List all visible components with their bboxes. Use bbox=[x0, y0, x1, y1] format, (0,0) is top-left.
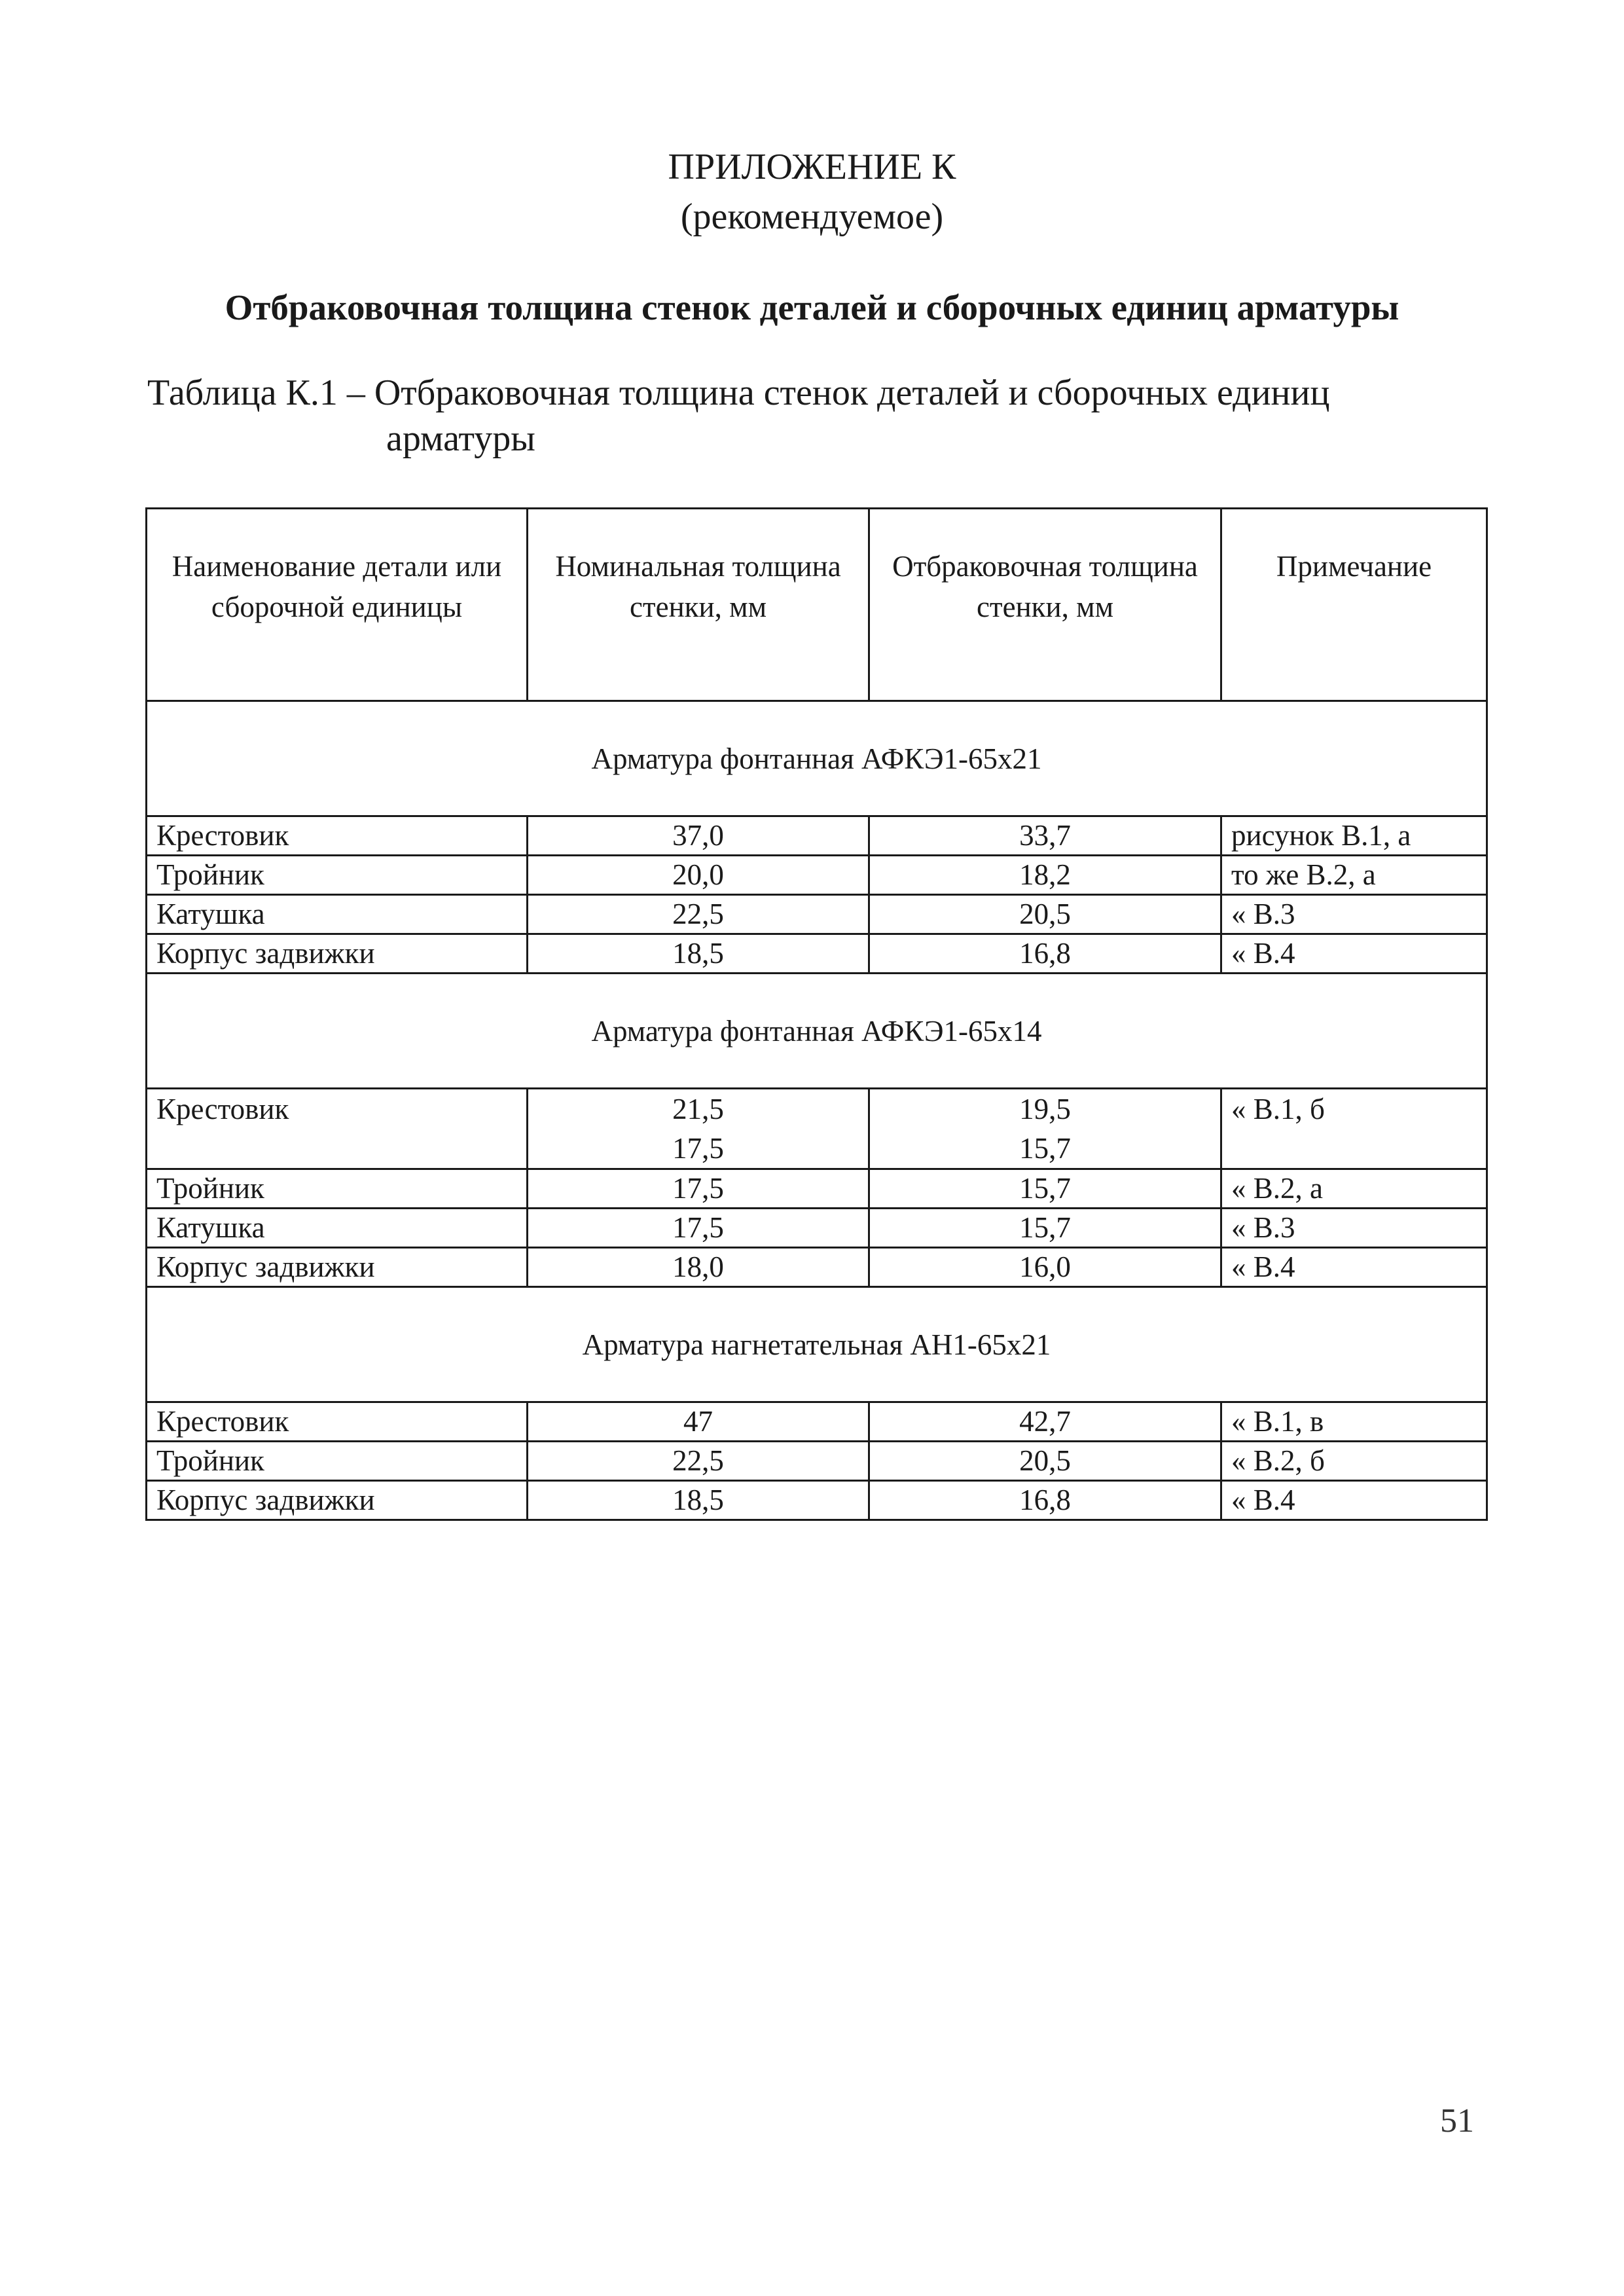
cell-nominal: 18,5 bbox=[528, 934, 869, 974]
cell-name: Крестовик bbox=[147, 1402, 528, 1442]
cell-rejection: 16,8 bbox=[869, 1481, 1221, 1520]
table-row bbox=[147, 1481, 1487, 1520]
cell-rejection: 15,7 bbox=[869, 1169, 1221, 1209]
cell-note: « В.1, в bbox=[1221, 1402, 1487, 1442]
cell-rejection: 18,2 bbox=[869, 856, 1221, 895]
cell-nominal bbox=[528, 1089, 869, 1169]
rejection-thickness-table bbox=[145, 507, 1488, 1521]
cell-rejection: 20,5 bbox=[869, 895, 1221, 934]
cell-rejection bbox=[869, 1089, 1221, 1169]
cell-rejection-value-2: 15,7 bbox=[1019, 1132, 1071, 1165]
cell-rejection-value: 19,5 bbox=[1019, 1093, 1071, 1125]
cell-name: Корпус задвижки bbox=[147, 934, 528, 974]
cell-note: « В.2, б bbox=[1221, 1442, 1487, 1481]
cell-rejection: 42,7 bbox=[869, 1402, 1221, 1442]
table-row bbox=[147, 856, 1487, 895]
cell-note: рисунок В.1, а bbox=[1221, 816, 1487, 856]
cell-nominal: 20,0 bbox=[528, 856, 869, 895]
cell-nominal: 22,5 bbox=[528, 1442, 869, 1481]
cell-note: то же В.2, а bbox=[1221, 856, 1487, 895]
header-name: Наименование детали или сборочной единицы bbox=[147, 509, 528, 701]
cell-note: « В.2, а bbox=[1221, 1169, 1487, 1209]
cell-nominal: 22,5 bbox=[528, 895, 869, 934]
section-heading: Отбраковочная толщина стенок деталей и сборочных единиц арматуры bbox=[225, 287, 1399, 327]
cell-nominal: 37,0 bbox=[528, 816, 869, 856]
cell-note: « В.4 bbox=[1221, 934, 1487, 974]
table-row bbox=[147, 1089, 1487, 1169]
header-rejection: Отбраковочная толщина стенки, мм bbox=[869, 509, 1221, 701]
group-row bbox=[147, 701, 1487, 816]
cell-rejection: 15,7 bbox=[869, 1209, 1221, 1248]
cell-nominal: 17,5 bbox=[528, 1169, 869, 1209]
cell-rejection: 16,0 bbox=[869, 1248, 1221, 1287]
cell-rejection: 16,8 bbox=[869, 934, 1221, 974]
cell-name: Катушка bbox=[147, 895, 528, 934]
cell-note: « В.3 bbox=[1221, 895, 1487, 934]
cell-nominal: 47 bbox=[528, 1402, 869, 1442]
cell-nominal: 17,5 bbox=[528, 1209, 869, 1248]
appendix-subtitle: (рекомендуемое) bbox=[680, 196, 944, 237]
group-row bbox=[147, 974, 1487, 1089]
cell-note: « В.3 bbox=[1221, 1209, 1487, 1248]
table-header-row bbox=[147, 509, 1487, 701]
cell-nominal-value-2: 17,5 bbox=[672, 1132, 724, 1165]
header-nominal: Номинальная толщина стенки, мм bbox=[528, 509, 869, 701]
cell-name: Тройник bbox=[147, 856, 528, 895]
cell-name: Тройник bbox=[147, 1442, 528, 1481]
cell-rejection: 33,7 bbox=[869, 816, 1221, 856]
table-row bbox=[147, 934, 1487, 974]
cell-name: Крестовик bbox=[147, 1089, 528, 1169]
table-caption-line1: Таблица К.1 – Отбраковочная толщина стенок деталей и сборочных единиц bbox=[147, 373, 1330, 413]
table-caption-line2: арматуры bbox=[386, 418, 535, 459]
cell-note: « В.4 bbox=[1221, 1248, 1487, 1287]
group-title: Арматура фонтанная АФКЭ1-65х14 bbox=[147, 974, 1487, 1089]
cell-name: Корпус задвижки bbox=[147, 1481, 528, 1520]
table-row bbox=[147, 1209, 1487, 1248]
table-row bbox=[147, 1169, 1487, 1209]
table-caption bbox=[147, 370, 1496, 462]
cell-nominal: 18,5 bbox=[528, 1481, 869, 1520]
cell-name: Катушка bbox=[147, 1209, 528, 1248]
cell-note: « В.4 bbox=[1221, 1481, 1487, 1520]
page-number: 51 bbox=[1440, 2102, 1474, 2140]
cell-name: Тройник bbox=[147, 1169, 528, 1209]
cell-nominal-value: 21,5 bbox=[672, 1093, 724, 1125]
group-title: Арматура нагнетательная АН1-65х21 bbox=[147, 1287, 1487, 1402]
table-row bbox=[147, 1402, 1487, 1442]
group-title: Арматура фонтанная АФКЭ1-65х21 bbox=[147, 701, 1487, 816]
header-note: Примечание bbox=[1221, 509, 1487, 701]
cell-name: Крестовик bbox=[147, 816, 528, 856]
cell-nominal: 18,0 bbox=[528, 1248, 869, 1287]
table-row bbox=[147, 816, 1487, 856]
cell-note: « В.1, б bbox=[1221, 1089, 1487, 1169]
cell-name: Корпус задвижки bbox=[147, 1248, 528, 1287]
appendix-title: ПРИЛОЖЕНИЕ К bbox=[668, 147, 956, 187]
cell-rejection: 20,5 bbox=[869, 1442, 1221, 1481]
table-row bbox=[147, 895, 1487, 934]
table-row bbox=[147, 1248, 1487, 1287]
table-row bbox=[147, 1442, 1487, 1481]
group-row bbox=[147, 1287, 1487, 1402]
